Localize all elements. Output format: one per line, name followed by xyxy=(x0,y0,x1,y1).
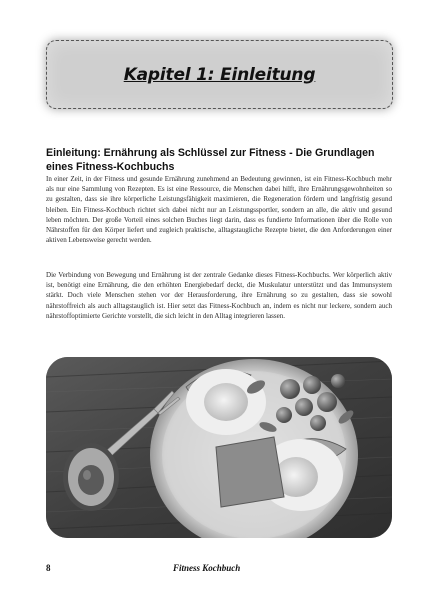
food-photo xyxy=(46,357,392,538)
chapter-title-box xyxy=(46,40,393,109)
section-heading: Einleitung: Ernährung als Schlüssel zur Fitness - Die Grundlagen eines Fitness-Kochbuchs xyxy=(46,147,375,173)
page-footer xyxy=(46,563,392,577)
chapter-title: Kapitel 1: Einleitung xyxy=(123,64,316,85)
body-paragraph-1: In einer Zeit, in der Fitness und gesunde Ernährung zunehmend an Bedeutung gewinnen, ist ein Fitness-Kochbuch mehr als nur eine Sammlung von Rezepten. Es ist eine Ressource, die Menschen dabei hilft, ihre Ernährungsgewohnheiten so zu gestalten, dass sie ihre körperliche Leistungsfähigkeit maximieren, die Regeneration fördern und langfristig gesund bleiben. Ein Fitness-Kochbuch richtet sich dabei nicht nur an Leistungssportler, sondern an alle, die aktiv und gesund leben möchten. Der große Vorteil eines solchen Buches liegt darin, dass es fundierte Informationen über die Rolle von Nährstoffen für den Körper liefert und zugleich praktische, alltagstaugliche Rezepte bietet, die den Anforderungen einer aktiven Lebensweise gerecht werden. xyxy=(46,175,392,245)
page-number: 8 xyxy=(46,563,51,573)
footer-book-title: Fitness Kochbuch xyxy=(173,563,241,573)
body-paragraph-2: Die Verbindung von Bewegung und Ernährung ist der zentrale Gedanke dieses Fitness-Kochbuchs. Wer körperlich aktiv ist, benötigt eine Ernährung, die den erhöhten Energiebedarf deckt, die Muskulatur unterstützt und das Immunsystem stärkt. Doch viele Menschen stehen vor der Herausforderung, ihre Ernährung so zu gestalten, dass sie sowohl nährstoffreich als auch alltagstauglich ist. Hier setzt das Fitness-Kochbuch an, indem es nicht nur leckere, sondern auch nährstoffoptimierte Gerichte vorstellt, die sich leicht in den Alltag integrieren lassen. xyxy=(46,271,392,320)
